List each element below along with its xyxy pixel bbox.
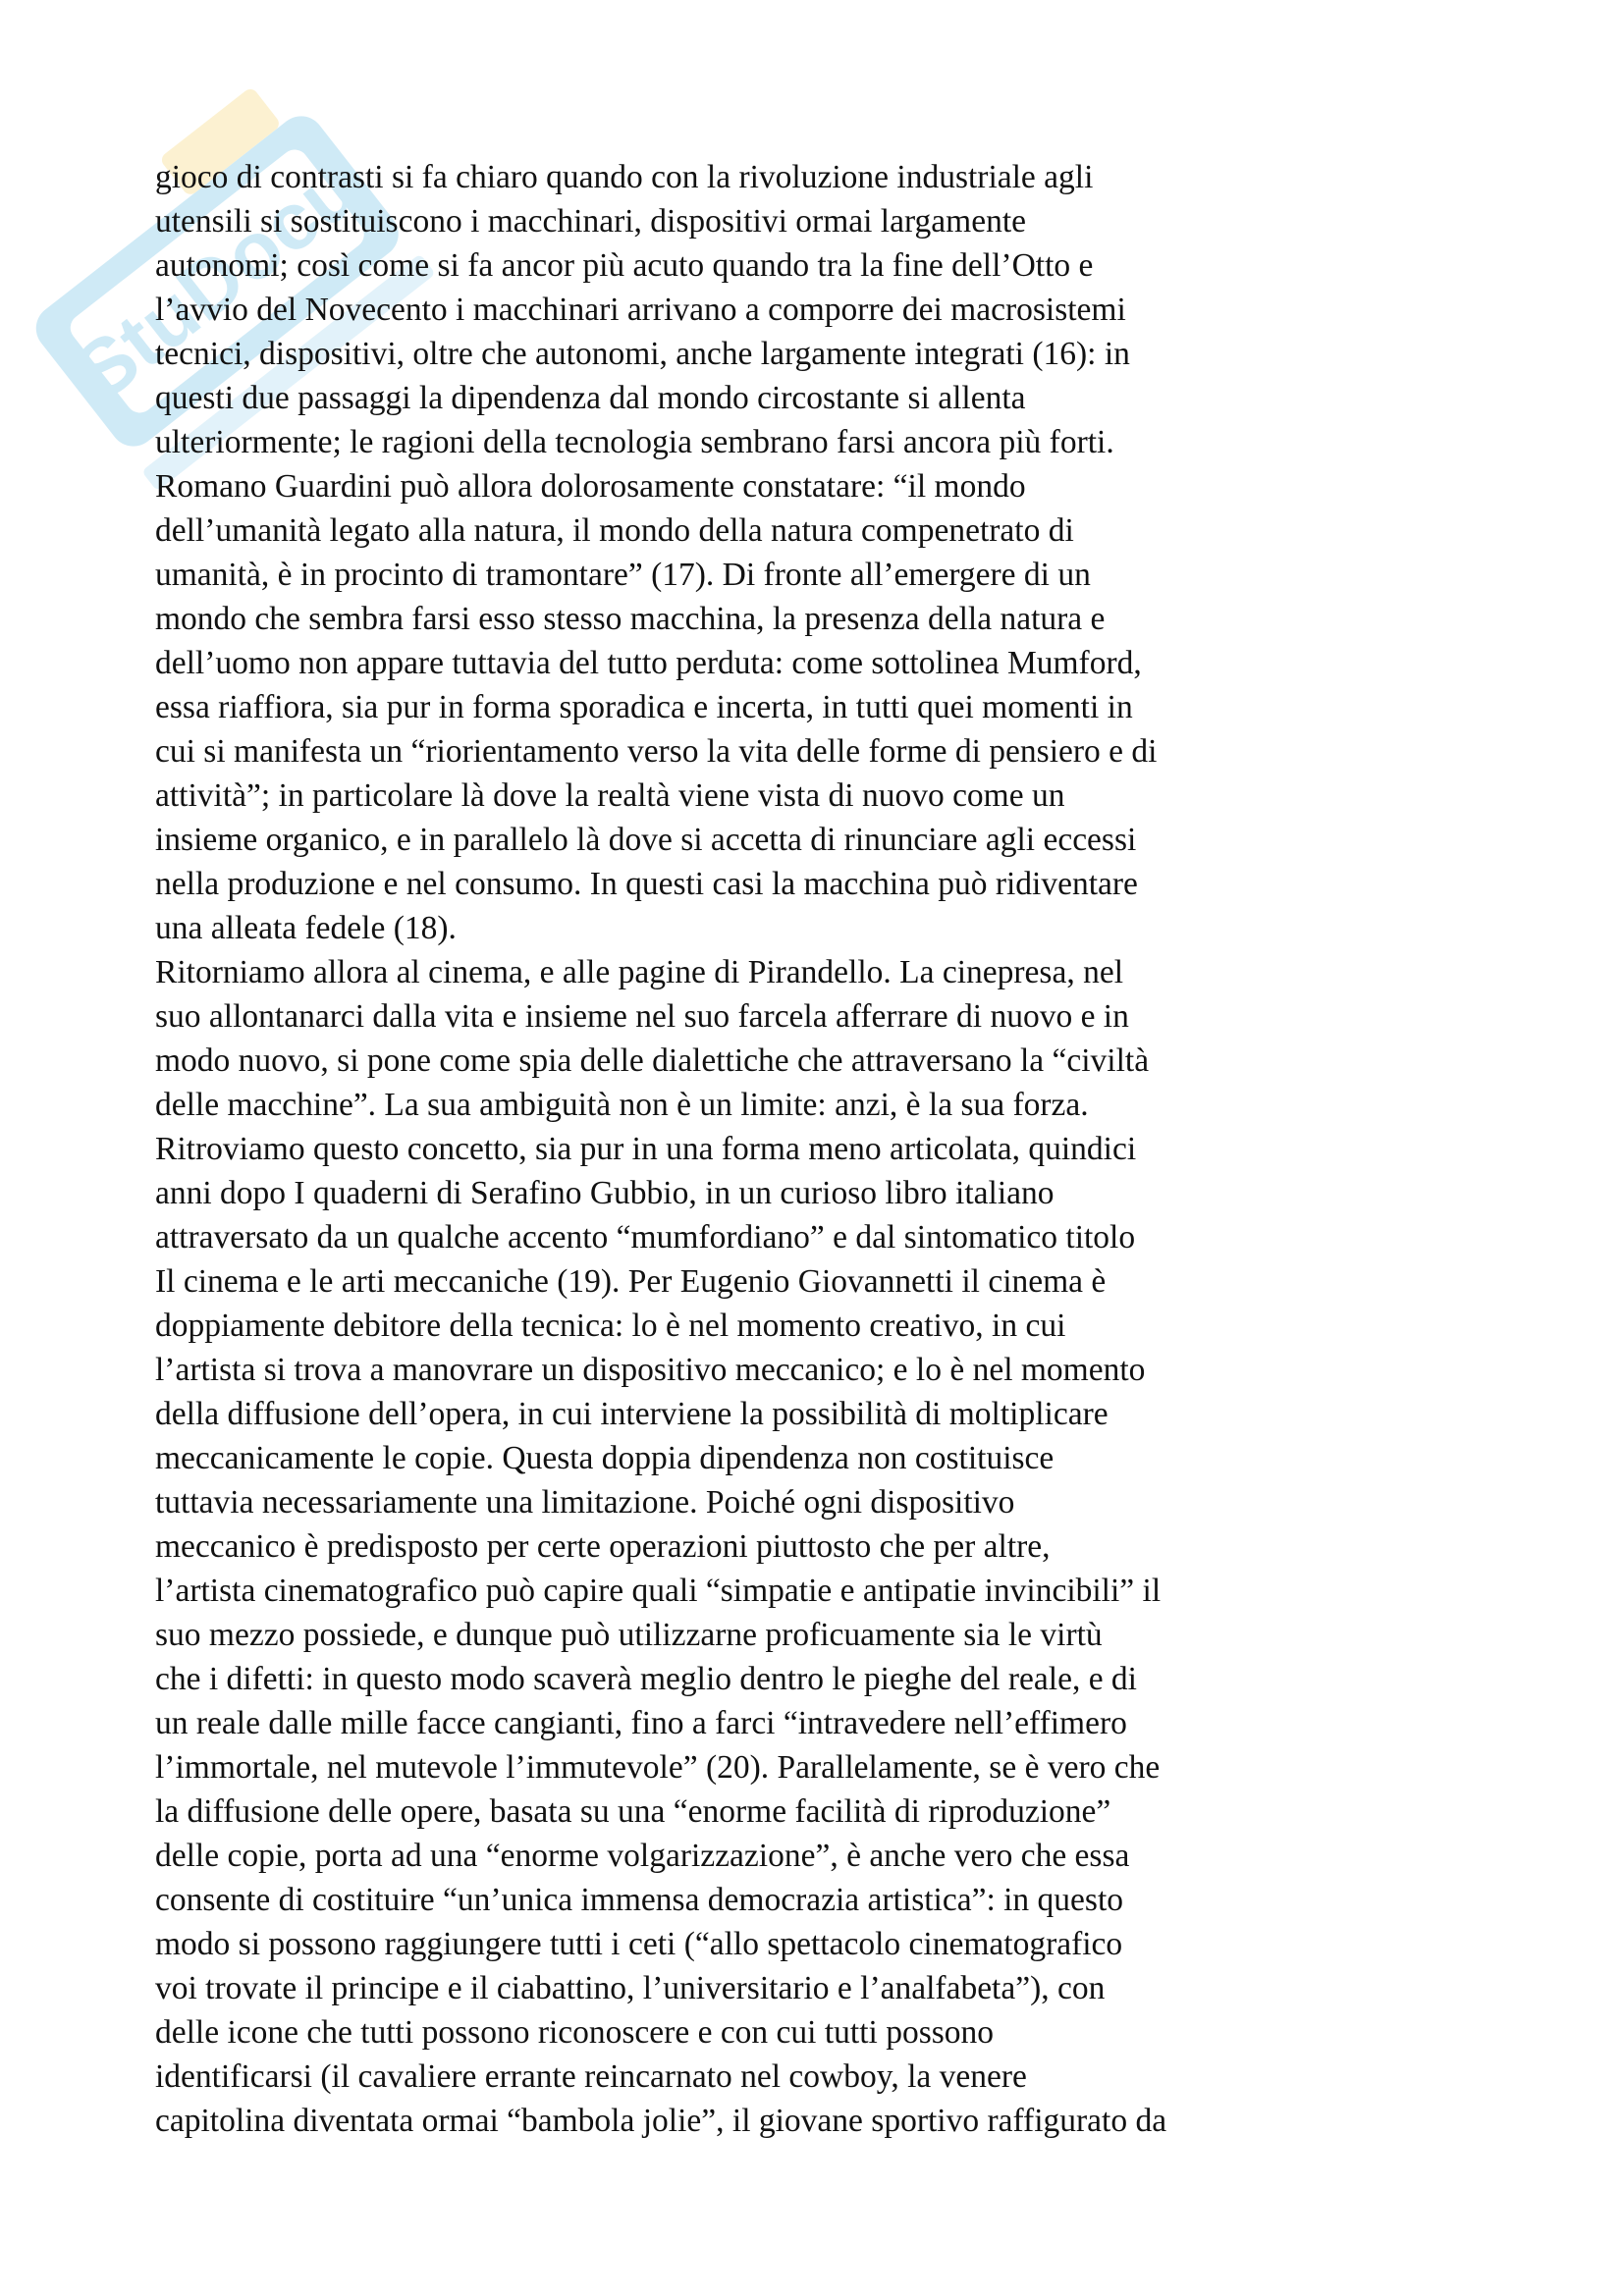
text-line: capitolina diventata ormai “bambola jolie”, il giovane sportivo raffigurato da bbox=[155, 2103, 1167, 2139]
text-line: l’avvio del Novecento i macchinari arrivano a comporre dei macrosistemi bbox=[155, 292, 1126, 328]
text-line: Ritroviamo questo concetto, sia pur in una forma meno articolata, quindici bbox=[155, 1131, 1137, 1167]
text-line: della diffusione dell’opera, in cui interviene la possibilità di moltiplicare bbox=[155, 1396, 1109, 1432]
text-line: utensili si sostituiscono i macchinari, dispositivi ormai largamente bbox=[155, 203, 1026, 240]
text-line: una alleata fedele (18). bbox=[155, 910, 457, 946]
text-line: umanità, è in procinto di tramontare” (17). Di fronte all’emergere di un bbox=[155, 557, 1091, 593]
text-line: l’immortale, nel mutevole l’immutevole” (20). Parallelamente, se è vero che bbox=[155, 1749, 1161, 1786]
text-line: questi due passaggi la dipendenza dal mondo circostante si allenta bbox=[155, 380, 1026, 416]
text-line: anni dopo I quaderni di Serafino Gubbio, in un curioso libro italiano bbox=[155, 1175, 1055, 1211]
text-line: delle icone che tutti possono riconoscere e con cui tutti possono bbox=[155, 2014, 995, 2051]
text-line: attraversato da un qualche accento “mumfordiano” e dal sintomatico titolo bbox=[155, 1219, 1136, 1255]
text-line: tecnici, dispositivi, oltre che autonomi, anche largamente integrati (16): in bbox=[155, 336, 1130, 372]
text-line: meccanico è predisposto per certe operazioni piuttosto che per altre, bbox=[155, 1528, 1051, 1565]
text-line: dell’uomo non appare tuttavia del tutto perduta: come sottolinea Mumford, bbox=[155, 645, 1142, 681]
text-line: l’artista cinematografico può capire quali “simpatie e antipatie invincibili” il bbox=[155, 1573, 1162, 1609]
text-line: doppiamente debitore della tecnica: lo è nel momento creativo, in cui bbox=[155, 1308, 1066, 1344]
text-line: nella produzione e nel consumo. In questi casi la macchina può ridiventare bbox=[155, 866, 1138, 902]
text-line: la diffusione delle opere, basata su una “enorme facilità di riproduzione” bbox=[155, 1793, 1111, 1830]
text-line: suo allontanarci dalla vita e insieme nel suo farcela afferrare di nuovo e in bbox=[155, 998, 1129, 1035]
text-line: Ritorniamo allora al cinema, e alle pagine di Pirandello. La cinepresa, nel bbox=[155, 954, 1124, 990]
text-line: meccanicamente le copie. Questa doppia dipendenza non costituisce bbox=[155, 1440, 1055, 1476]
text-line: attività”; in particolare là dove la realtà viene vista di nuovo come un bbox=[155, 777, 1065, 814]
text-line: insieme organico, e in parallelo là dove si accetta di rinunciare agli eccessi bbox=[155, 822, 1137, 858]
text-line: identificarsi (il cavaliere errante reincarnato nel cowboy, la venere bbox=[155, 2058, 1027, 2095]
text-line: un reale dalle mille facce cangianti, fino a farci “intravedere nell’effimero bbox=[155, 1705, 1127, 1741]
text-line: Romano Guardini può allora dolorosamente constatare: “il mondo bbox=[155, 468, 1026, 505]
text-line: dell’umanità legato alla natura, il mondo della natura compenetrato di bbox=[155, 512, 1074, 549]
text-line: consente di costituire “un’unica immensa democrazia artistica”: in questo bbox=[155, 1882, 1124, 1918]
text-line: Il cinema e le arti meccaniche (19). Per Eugenio Giovannetti il cinema è bbox=[155, 1263, 1107, 1300]
text-line: delle copie, porta ad una “enorme volgarizzazione”, è anche vero che essa bbox=[155, 1838, 1130, 1874]
text-line: essa riaffiora, sia pur in forma sporadica e incerta, in tutti quei momenti in bbox=[155, 689, 1133, 725]
text-line: delle macchine”. La sua ambiguità non è un limite: anzi, è la sua forza. bbox=[155, 1087, 1089, 1123]
text-line: mondo che sembra farsi esso stesso macchina, la presenza della natura e bbox=[155, 601, 1106, 637]
svg-text:StuDocu: StuDocu bbox=[59, 143, 375, 418]
text-line: voi trovate il principe e il ciabattino, l’universitario e l’analfabeta”), con bbox=[155, 1970, 1106, 2006]
text-line: modo nuovo, si pone come spia delle dialettiche che attraversano la “civiltà bbox=[155, 1042, 1150, 1079]
text-line: che i difetti: in questo modo scaverà meglio dentro le pieghe del reale, e di bbox=[155, 1661, 1137, 1697]
text-line: gioco di contrasti si fa chiaro quando con la rivoluzione industriale agli bbox=[155, 159, 1094, 195]
text-line: cui si manifesta un “riorientamento verso la vita delle forme di pensiero e di bbox=[155, 733, 1158, 770]
text-line: ulteriormente; le ragioni della tecnologia sembrano farsi ancora più forti. bbox=[155, 424, 1114, 460]
text-line: autonomi; così come si fa ancor più acuto quando tra la fine dell’Otto e bbox=[155, 247, 1094, 284]
text-line: tuttavia necessariamente una limitazione. Poiché ogni dispositivo bbox=[155, 1484, 1015, 1521]
text-line: suo mezzo possiede, e dunque può utilizzarne proficuamente sia le virtù bbox=[155, 1617, 1103, 1653]
text-line: l’artista si trova a manovrare un dispositivo meccanico; e lo è nel momento bbox=[155, 1352, 1146, 1388]
text-line: modo si possono raggiungere tutti i ceti (“allo spettacolo cinematografico bbox=[155, 1926, 1123, 1962]
body-text bbox=[155, 155, 1373, 2143]
